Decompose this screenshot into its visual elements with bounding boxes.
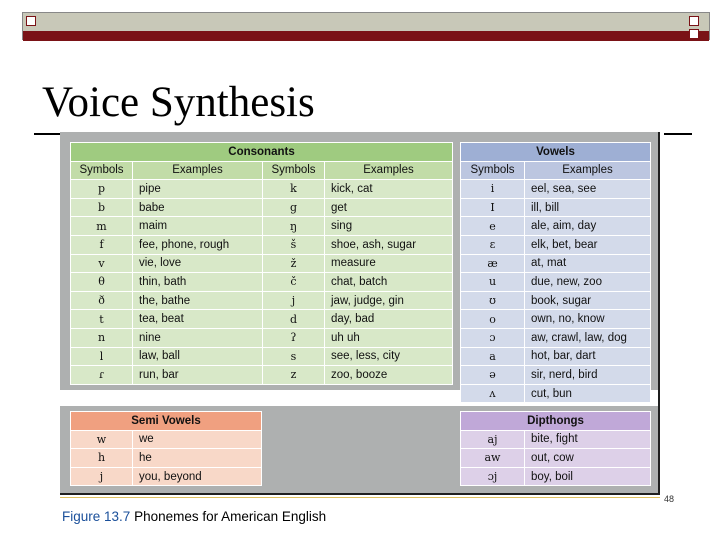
phoneme-example: cut, bun [525,384,651,403]
phoneme-example: he [133,449,262,468]
phoneme-example: vie, love [133,254,263,273]
phoneme-symbol: i [461,180,525,199]
phoneme-example: kick, cat [325,180,453,199]
dipthong-row [461,449,651,468]
vowel-row [461,366,651,385]
phoneme-example: uh uh [325,328,453,347]
phoneme-symbol: k [263,180,325,199]
consonant-row [71,235,453,254]
semi-vowel-row [71,449,262,468]
phoneme-example: see, less, city [325,347,453,366]
phoneme-example: at, mat [525,254,651,273]
phoneme-symbol: ʔ [263,328,325,347]
phoneme-example: jaw, judge, gin [325,291,453,310]
phoneme-symbol: j [71,467,133,486]
decor-square-right-top [689,16,699,26]
phoneme-symbol: e [461,217,525,236]
phoneme-example: the, bathe [133,291,263,310]
title-rule-right [664,133,692,135]
phoneme-example: due, new, zoo [525,273,651,292]
phoneme-symbol: ɔ [461,328,525,347]
consonants-table [70,142,453,385]
vowel-row [461,254,651,273]
phoneme-symbol: o [461,310,525,329]
phoneme-example: day, bad [325,310,453,329]
vowel-row [461,328,651,347]
dipthong-row [461,467,651,486]
phoneme-example: pipe [133,180,263,199]
page-number: 48 [664,494,675,504]
caption-text: Phonemes for American English [134,509,327,524]
vowel-row [461,235,651,254]
phoneme-symbol: a [461,347,525,366]
phoneme-symbol: ʊ [461,291,525,310]
phoneme-symbol: ž [263,254,325,273]
decor-square-right-bottom [689,29,699,39]
vowels-table [460,142,651,403]
top-band-red-strip [23,31,709,41]
top-band-light-strip [23,13,709,31]
consonant-row [71,328,453,347]
phoneme-example: out, cow [525,449,651,468]
vowels-col-symbols: Symbols [461,161,525,180]
phoneme-symbol: h [71,449,133,468]
phoneme-symbol: aj [461,430,525,449]
consonants-col-symbols-2: Symbols [263,161,325,180]
vowel-row [461,384,651,403]
semi-vowels-header: Semi Vowels [71,412,262,431]
phoneme-symbol: n [71,328,133,347]
phoneme-example: book, sugar [525,291,651,310]
phoneme-symbol: æ [461,254,525,273]
footer-rule [60,497,660,498]
phoneme-symbol: m [71,217,133,236]
consonant-row [71,310,453,329]
semi-vowel-row [71,430,262,449]
phoneme-example: measure [325,254,453,273]
phoneme-symbol: ŋ [263,217,325,236]
phoneme-symbol: w [71,430,133,449]
phoneme-example: ill, bill [525,198,651,217]
title-rule-left [34,133,62,135]
vowel-row [461,217,651,236]
phoneme-symbol: ɛ [461,235,525,254]
phoneme-symbol: ə [461,366,525,385]
phoneme-example: you, beyond [133,467,262,486]
phoneme-symbol: p [71,180,133,199]
phoneme-symbol: š [263,235,325,254]
phoneme-symbol: l [71,347,133,366]
semi-vowel-row [71,467,262,486]
phoneme-example: bite, fight [525,430,651,449]
phoneme-example: we [133,430,262,449]
phoneme-example: thin, bath [133,273,263,292]
consonant-row [71,254,453,273]
phoneme-symbol: θ [71,273,133,292]
decor-square-left [26,16,36,26]
figure-caption [62,509,326,524]
phoneme-symbol: ð [71,291,133,310]
phoneme-example: tea, beat [133,310,263,329]
phoneme-symbol: z [263,366,325,385]
consonant-row [71,180,453,199]
consonants-col-symbols: Symbols [71,161,133,180]
phoneme-symbol: f [71,235,133,254]
phoneme-example: boy, boil [525,467,651,486]
phoneme-example: sir, nerd, bird [525,366,651,385]
phoneme-example: chat, batch [325,273,453,292]
vowels-header: Vowels [461,143,651,162]
top-decorative-band [22,12,710,40]
consonant-row [71,347,453,366]
phoneme-symbol: v [71,254,133,273]
phoneme-symbol: b [71,198,133,217]
consonant-row [71,217,453,236]
phoneme-example: ale, aim, day [525,217,651,236]
phoneme-symbol: I [461,198,525,217]
vowel-row [461,273,651,292]
phoneme-example: eel, sea, see [525,180,651,199]
consonants-col-examples-2: Examples [325,161,453,180]
consonants-col-examples: Examples [133,161,263,180]
vowel-row [461,180,651,199]
phoneme-symbol: g [263,198,325,217]
consonants-header: Consonants [71,143,453,162]
phoneme-symbol: ɾ [71,366,133,385]
phoneme-symbol: j [263,291,325,310]
phoneme-example: babe [133,198,263,217]
phoneme-symbol: s [263,347,325,366]
consonant-row [71,291,453,310]
dipthongs-table [460,411,651,486]
vowel-row [461,347,651,366]
vowels-col-examples: Examples [525,161,651,180]
phoneme-symbol: u [461,273,525,292]
vowel-row [461,291,651,310]
phoneme-example: fee, phone, rough [133,235,263,254]
consonant-row [71,273,453,292]
phoneme-example: hot, bar, dart [525,347,651,366]
phoneme-symbol: d [263,310,325,329]
phoneme-example: elk, bet, bear [525,235,651,254]
phoneme-example: own, no, know [525,310,651,329]
phoneme-example: shoe, ash, sugar [325,235,453,254]
dipthongs-header: Dipthongs [461,412,651,431]
phoneme-example: zoo, booze [325,366,453,385]
phoneme-symbol: aw [461,449,525,468]
consonant-row [71,366,453,385]
phoneme-symbol: ɔj [461,467,525,486]
phoneme-symbol: t [71,310,133,329]
slide-title: Voice Synthesis [42,79,315,126]
phoneme-example: maim [133,217,263,236]
semi-vowels-table [70,411,262,486]
phoneme-example: law, ball [133,347,263,366]
vowel-row [461,198,651,217]
phoneme-example: nine [133,328,263,347]
phoneme-example: get [325,198,453,217]
phoneme-example: aw, crawl, law, dog [525,328,651,347]
phoneme-figure [60,132,660,495]
consonant-row [71,198,453,217]
caption-label: Figure 13.7 [62,509,131,524]
vowel-row [461,310,651,329]
dipthong-row [461,430,651,449]
phoneme-example: run, bar [133,366,263,385]
phoneme-symbol: č [263,273,325,292]
phoneme-example: sing [325,217,453,236]
phoneme-symbol: ʌ [461,384,525,403]
